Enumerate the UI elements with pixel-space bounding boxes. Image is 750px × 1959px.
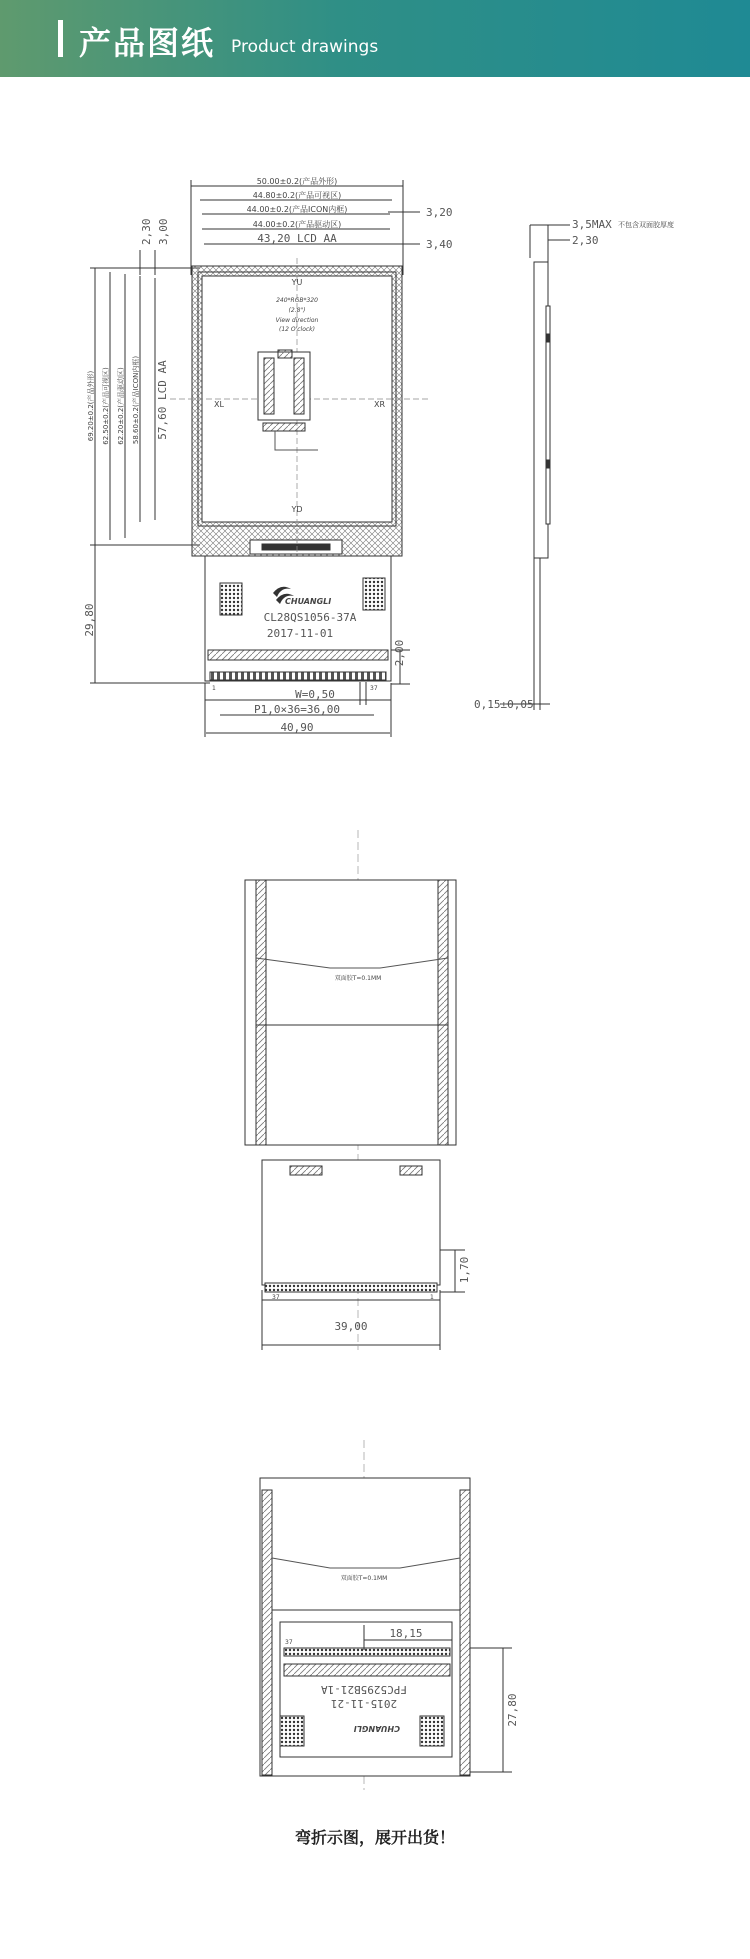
- dim-bent-1815: 18,15: [389, 1627, 423, 1640]
- drawing-bent-view: [260, 1440, 512, 1790]
- side-230: 2,30: [572, 234, 599, 247]
- panel-view-direction: View direction: [275, 317, 319, 324]
- bent-tape-label: 双面胶T=0.1MM: [340, 1575, 388, 1582]
- dim-viewing-height: 62.50±0.2(产品可视区): [102, 367, 110, 445]
- pin-last: 37: [370, 685, 378, 692]
- fpc-brand: CHUANGLI: [285, 597, 332, 606]
- label-xr: XR: [374, 400, 386, 409]
- dim-icon-width: 44.00±0.2(产品ICON内框): [246, 205, 348, 214]
- dim-lcd-aa-height: 57,60 LCD AA: [156, 360, 169, 440]
- bent-pin-37: 37: [285, 1639, 293, 1646]
- tape-label: 双面胶T=0.1MM: [334, 975, 382, 982]
- dim-icon-height: 58.60±0.2(产品ICON内框): [132, 355, 140, 445]
- panel-view-clock: (12 O'clock): [278, 326, 316, 333]
- fpc-date: 2017-11-01: [266, 627, 334, 640]
- dim-lcd-aa-width: 43,20 LCD AA: [257, 232, 337, 245]
- dim-bent-2780: 27,80: [506, 1693, 519, 1727]
- drawing-front-view: [90, 180, 570, 737]
- fpc-model: CL28QS1056-37A: [263, 611, 357, 624]
- dim-pin-width: W=0,50: [295, 688, 335, 701]
- dim-fpc-200: 2,00: [393, 639, 406, 667]
- pin-first: 1: [212, 685, 216, 692]
- panel-resolution: 240*RGB*320: [276, 297, 318, 304]
- bent-fpc-model: FPC5295B21-1A: [320, 1683, 408, 1696]
- drawing-back-view: [245, 830, 465, 1350]
- pin-left-37: 37: [272, 1294, 280, 1301]
- side-max-thickness: 3,5MAX: [572, 218, 612, 231]
- dim-viewing-width: 44.80±0.2(产品可视区): [252, 191, 342, 200]
- label-xl: XL: [214, 400, 224, 409]
- bent-fpc-brand: CHUANGLI: [353, 1724, 400, 1733]
- dim-pin-pitch: P1,0×36=36,00: [253, 703, 341, 716]
- dim-back-width: 39,00: [334, 1320, 368, 1333]
- dim-total-length: 29,80: [83, 603, 96, 637]
- header-title-en: Product drawings: [231, 37, 379, 57]
- dim-driver-width: 44.00±0.2(产品驱动区): [252, 220, 342, 229]
- panel-size: (2.8"): [288, 307, 306, 314]
- dim-fpc-total: 40,90: [280, 721, 314, 734]
- dim-left-230: 2,30: [140, 218, 153, 245]
- dim-left-300: 3,00: [157, 218, 170, 245]
- bent-fpc-date: 2015-11-21: [330, 1697, 398, 1710]
- label-yd: YD: [291, 505, 303, 514]
- dim-back-170: 1,70: [458, 1256, 471, 1284]
- header-title-zh: 产品图纸: [79, 24, 216, 62]
- label-yu: YU: [291, 278, 303, 287]
- dim-outline-height: 69.20±0.2(产品外形): [87, 370, 95, 442]
- side-fpc-thickness: 0,15±0,05: [474, 698, 534, 711]
- side-note: 不包含双面胶厚度: [618, 221, 674, 229]
- bend-shipping-note: 弯折示图，展开出货！: [294, 1828, 455, 1847]
- dim-right-340: 3,40: [426, 238, 453, 251]
- dim-right-320: 3,20: [426, 206, 453, 219]
- pin-right-1: 1: [430, 1294, 434, 1301]
- dim-outline-width: 50.00±0.2(产品外形): [256, 177, 338, 186]
- dim-driver-height: 62.20±0.2(产品驱动区): [117, 367, 125, 445]
